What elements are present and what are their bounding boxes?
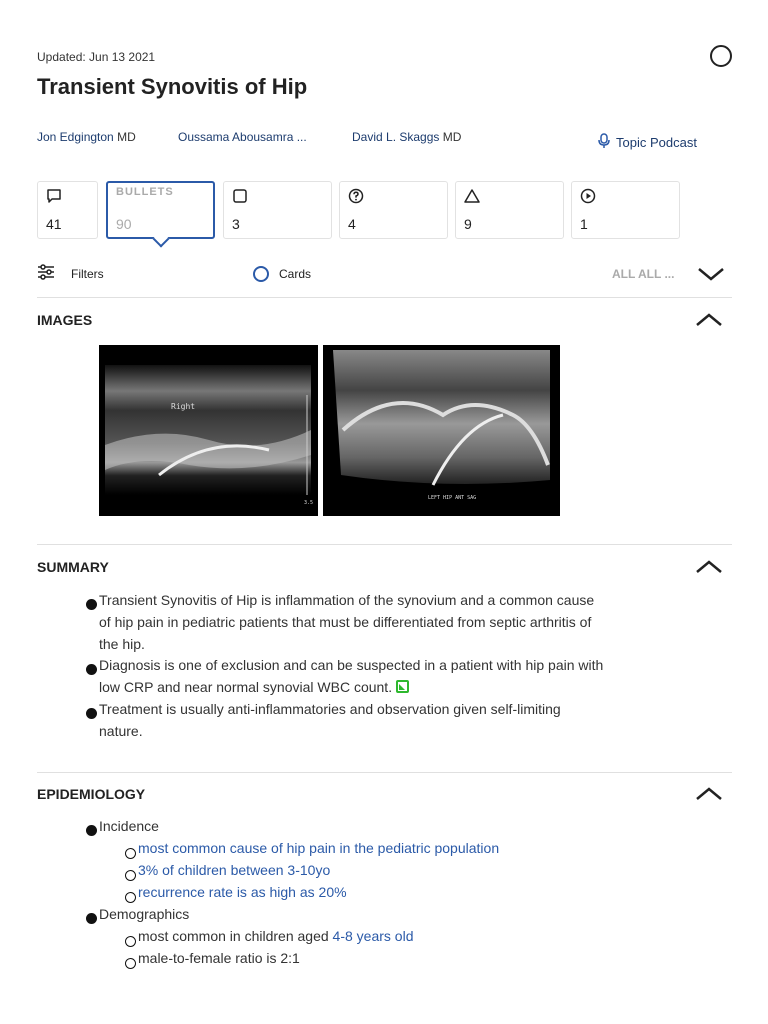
tab-videos[interactable] <box>571 181 680 239</box>
tab-cases[interactable] <box>455 181 564 239</box>
radio-circle-icon <box>253 266 269 282</box>
microphone-icon <box>597 133 611 152</box>
divider <box>37 297 732 298</box>
author-link[interactable] <box>352 130 461 144</box>
filters-label: Filters <box>71 266 104 281</box>
play-icon <box>580 188 596 204</box>
author-credential: MD <box>442 130 462 144</box>
ultrasound-image-right-hip[interactable] <box>99 345 318 516</box>
author-name: Jon Edgington <box>37 130 114 144</box>
section-heading-images: IMAGES <box>37 312 93 328</box>
bullet-ring-icon <box>125 848 136 859</box>
image-annotation: Right <box>171 402 196 411</box>
divider <box>37 544 732 545</box>
summary-line: Transient Synovitis of Hip is inflammation of the synovium and a common cause <box>99 592 595 608</box>
topic-podcast-label: Topic Podcast <box>616 135 697 150</box>
list-item <box>99 698 561 742</box>
active-tab-pointer <box>153 231 170 248</box>
topic-podcast-button[interactable] <box>597 133 697 152</box>
summary-line-with-icon <box>99 676 603 698</box>
divider <box>37 772 732 773</box>
bullet-dot-icon <box>86 913 97 924</box>
bullet-dot-icon <box>86 708 97 719</box>
bullet-ring-icon <box>125 958 136 969</box>
ultrasound-image-left-hip[interactable] <box>323 345 560 516</box>
section-heading-epidemiology: EPIDEMIOLOGY <box>37 786 146 802</box>
content-link[interactable]: 3% of children between 3-10yo <box>138 862 331 878</box>
section-heading-summary: SUMMARY <box>37 559 109 575</box>
cards-label: Cards <box>279 267 312 281</box>
square-icon <box>232 188 248 204</box>
filter-bar <box>37 262 732 286</box>
all-filter-dropdown[interactable]: ALL ALL ... <box>612 267 675 281</box>
summary-line: nature. <box>99 723 143 739</box>
bullet-ring-icon <box>125 892 136 903</box>
content-link[interactable]: most common cause of hip pain in the pediatric population <box>138 840 500 856</box>
comment-icon <box>46 188 62 204</box>
tab-questions[interactable] <box>339 181 448 239</box>
summary-line: the hip. <box>99 636 145 652</box>
chevron-up-icon[interactable] <box>695 786 723 807</box>
image-scale-label: 3.5 <box>304 500 314 506</box>
tab-count: 90 <box>116 216 132 232</box>
author-name: Oussama Abousamra ... <box>178 130 307 144</box>
chevron-up-icon[interactable] <box>695 312 723 333</box>
list-item <box>138 947 300 969</box>
content-link[interactable]: 4-8 years old <box>332 928 414 944</box>
tab-count: 9 <box>464 216 472 232</box>
bullet-dot-icon <box>86 599 97 610</box>
author-link[interactable] <box>37 130 136 144</box>
list-item <box>99 815 159 837</box>
tab-cards[interactable] <box>223 181 332 239</box>
tab-count: 4 <box>348 216 356 232</box>
cards-toggle[interactable] <box>253 266 311 282</box>
bullet-dot-icon <box>86 825 97 836</box>
list-item <box>138 881 347 903</box>
updated-date: Updated: Jun 13 2021 <box>37 50 156 64</box>
list-heading: Demographics <box>99 906 190 922</box>
tab-count: 3 <box>232 216 240 232</box>
page-title: Transient Synovitis of Hip <box>37 74 308 99</box>
filters-button[interactable] <box>37 264 104 283</box>
list-heading: Incidence <box>99 818 159 834</box>
list-item <box>138 859 330 881</box>
list-item <box>138 837 499 859</box>
tab-bullets[interactable] <box>106 181 215 239</box>
tab-count: 1 <box>580 216 588 232</box>
summary-line: Diagnosis is one of exclusion and can be suspected in a patient with hip pain with <box>99 657 604 673</box>
triangle-icon <box>464 188 480 204</box>
bullet-dot-icon <box>86 664 97 675</box>
image-annotation: LEFT HIP ANT SAG <box>428 495 477 501</box>
bullet-ring-icon <box>125 870 136 881</box>
author-credential: MD <box>117 130 136 144</box>
tab-label: BULLETS <box>116 186 174 198</box>
tab-count: 41 <box>46 216 62 232</box>
sliders-icon <box>37 264 55 283</box>
image-link-icon[interactable] <box>396 680 409 693</box>
tab-comments[interactable] <box>37 181 98 239</box>
summary-line: of hip pain in pediatric patients that must be differentiated from septic arthritis of <box>99 614 592 630</box>
summary-line: Treatment is usually anti-inflammatories and observation given self-limiting <box>99 701 561 717</box>
bookmark-circle-icon[interactable] <box>710 45 732 67</box>
list-item <box>99 654 603 698</box>
list-item <box>99 903 189 925</box>
question-icon <box>348 188 364 204</box>
summary-line: low CRP and near normal synovial WBC count. <box>99 679 393 695</box>
list-item <box>138 925 413 947</box>
list-text: male-to-female ratio is 2:1 <box>138 950 300 966</box>
chevron-up-icon[interactable] <box>695 559 723 580</box>
list-text: most common in children aged <box>138 928 333 944</box>
author-name: David L. Skaggs <box>352 130 440 144</box>
author-link[interactable] <box>178 130 307 144</box>
chevron-down-icon[interactable] <box>697 266 725 287</box>
list-item <box>99 589 594 655</box>
bullet-ring-icon <box>125 936 136 947</box>
content-link[interactable]: recurrence rate is as high as 20% <box>138 884 347 900</box>
